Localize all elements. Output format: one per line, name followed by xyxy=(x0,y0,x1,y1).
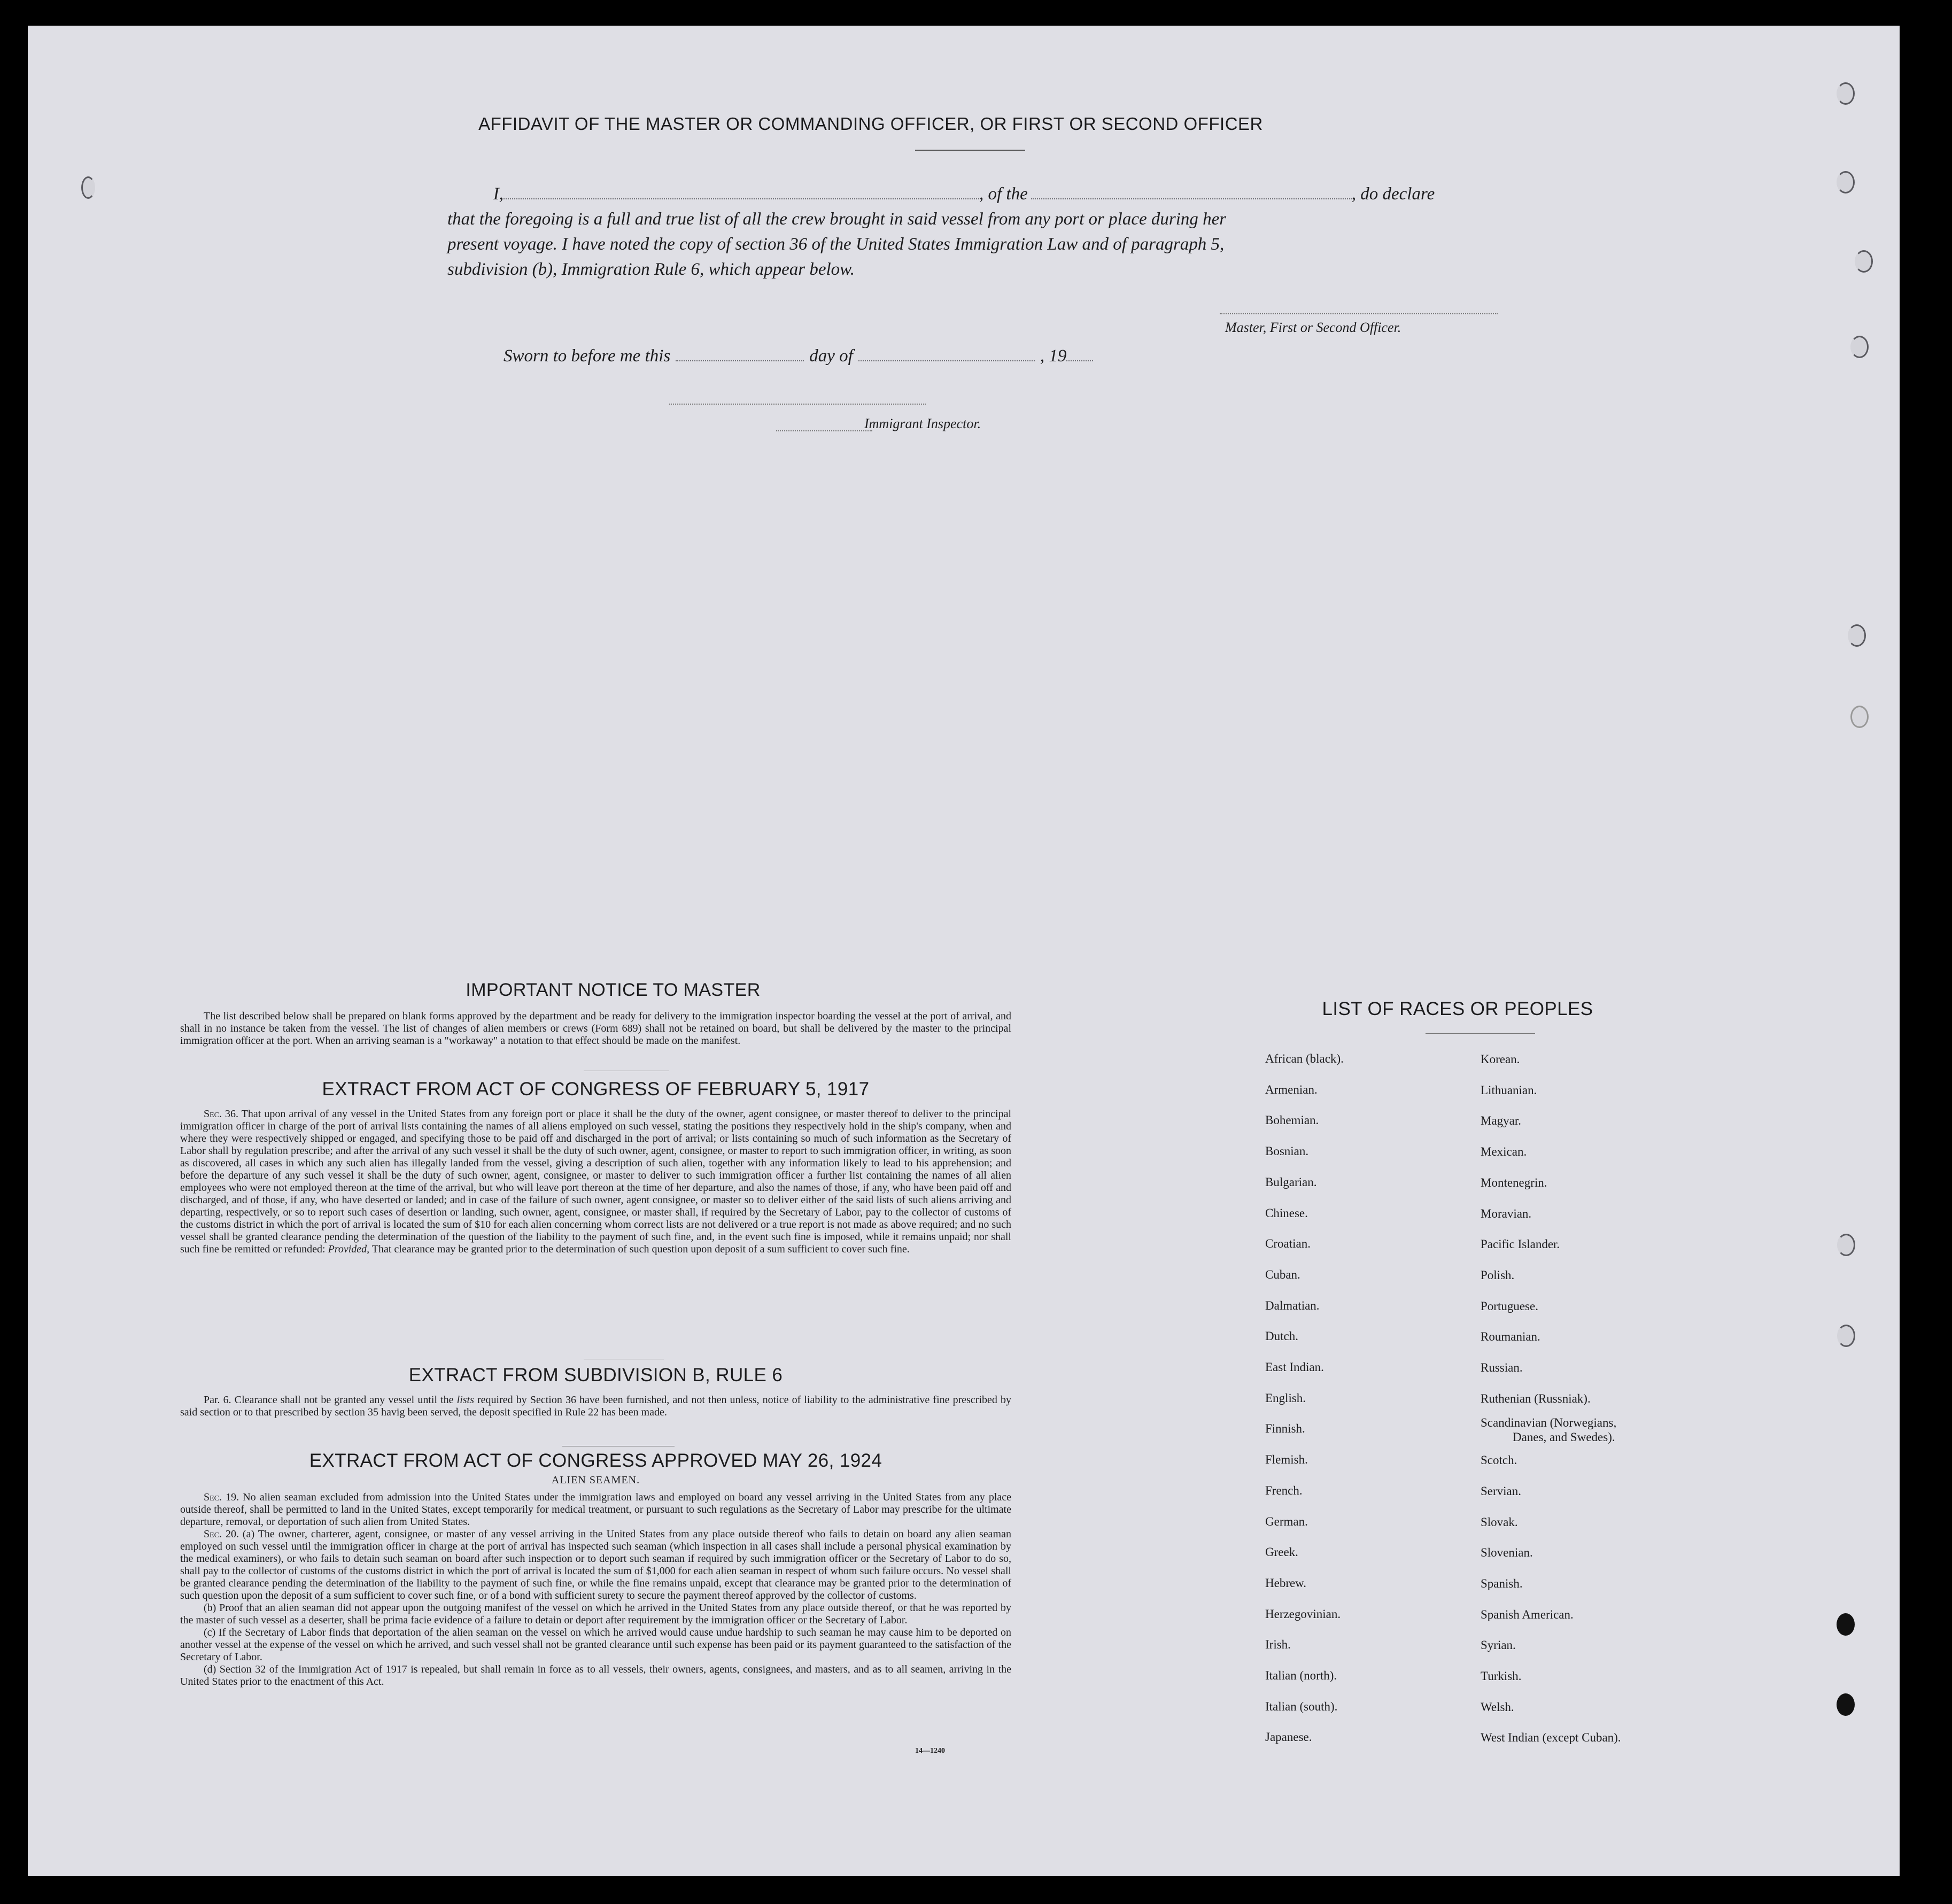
race-label: West Indian (except Cuban). xyxy=(1481,1731,1621,1745)
sec-36-text: That upon arrival of any vessel in the United States from any foreign port or place it shall be the duty of the owner, agent consignee, or master thereof to deliver to the principal immigration officer in charge of the port of arrival lists containing the names of all aliens employed on such vessel, stating the positions they respectively hold in the ship's company, when and where they were respectively shipped or engaged, and specifying those to be paid off and discharged in the port of arrival; or lists containing so much of such information as the Secretary of Labor shall by regulation prescribe; and after the arrival of any such vessel it shall be the duty of such owner, agent, consignee, or master to report to such immigration officer, in writing, as soon as discovered, all cases in which any such alien has illegally landed from the vessel, giving a description of such alien, together with any information likely to lead to his apprehension; and before the departure of any such vessel it shall be the duty of such owner, agent, consignee, or master to deliver to such immigration officer a further list containing the names of all alien employees who were not employed thereon at the time of the arrival, but who will leave port thereon at the time of her departure, and also the names of those, if any, who have been paid off and discharged, and of those, if any, who have deserted or landed; and in case of the failure of such owner, agent consignee, or master so to deliver either of the said lists of such aliens arriving and departing, respectively, or so to report such cases of desertion or landing, such owner, agent, consignee, or master shall, if required by the Secretary of Labor, pay to the collector of customs of the customs district in which the port of arrival is located the sum of $10 for each alien concerning whom correct lists are not delivered or a true report is not made as above required; and no such vessel shall be granted clearance pending the determination of the question of the liability to the payment of such fine, and, in the event such fine is imposed, while it remains unpaid; nor shall such fine be remitted or refunded: xyxy=(180,1108,1012,1255)
affidavit-of-the: , of the xyxy=(979,184,1028,204)
sec-19-label: Sec. 19. xyxy=(204,1491,239,1503)
race-item xyxy=(1481,1175,1547,1190)
race-item xyxy=(1481,1206,1531,1221)
affidavit-line-3: present voyage. I have noted the copy of section 36 of the United States Immigration Law and of paragraph 5, xyxy=(447,235,1225,254)
race-label: Welsh. xyxy=(1481,1700,1514,1714)
affidavit-line-4: subdivision (b), Immigration Rule 6, which appear below. xyxy=(447,260,855,279)
binder-hole xyxy=(1837,1693,1855,1716)
race-item: Armenian. xyxy=(1265,1082,1318,1096)
race-item xyxy=(1481,1545,1533,1560)
race-label: Lithuanian. xyxy=(1481,1083,1537,1097)
sworn-month-field[interactable] xyxy=(858,360,1035,361)
race-item: Dutch. xyxy=(1265,1329,1298,1343)
race-item xyxy=(1481,1083,1537,1097)
binder-hole xyxy=(1837,1234,1855,1256)
race-item: Italian (north). xyxy=(1265,1669,1337,1682)
rule6-lists: lists xyxy=(456,1394,474,1406)
declarant-name-field[interactable] xyxy=(504,198,979,199)
notice-title: IMPORTANT NOTICE TO MASTER xyxy=(466,980,761,1000)
race-item xyxy=(1481,1144,1527,1159)
binder-hole xyxy=(1850,336,1869,358)
title-divider xyxy=(915,150,1025,151)
extract-1917-title: EXTRACT FROM ACT OF CONGRESS OF FEBRUARY 5, 1917 xyxy=(322,1079,870,1100)
race-item: Flemish. xyxy=(1265,1453,1308,1467)
race-label: Scandinavian (Norwegians, xyxy=(1481,1416,1617,1430)
sec-19-text: No alien seaman excluded from admission into the United States under the immigration laws and employed on board any vessel arriving in the United States from any place outside thereof, shall be permitted to land in the United States, except temporarily for medical treatment, or pursuant to such regulations as the Secretary of Labor may prescribe for the ultimate departure, removal, or deportation of such alien from United States. xyxy=(180,1491,1012,1528)
race-label: Scotch. xyxy=(1481,1453,1517,1467)
inspector-line-2[interactable] xyxy=(776,430,872,431)
races-divider xyxy=(1426,1033,1535,1034)
binder-hole xyxy=(81,176,95,199)
race-item: French. xyxy=(1265,1483,1303,1497)
race-item xyxy=(1481,1360,1523,1375)
race-label: Slovenian. xyxy=(1481,1546,1533,1560)
race-item: East Indian. xyxy=(1265,1360,1324,1374)
race-item: Bohemian. xyxy=(1265,1113,1319,1127)
binder-hole xyxy=(1837,171,1855,194)
sworn-year-field[interactable] xyxy=(1066,360,1093,361)
sworn-prefix: Sworn to before me this xyxy=(504,346,671,366)
binder-hole xyxy=(1837,1325,1855,1347)
race-label: Pacific Islander. xyxy=(1481,1237,1560,1251)
sec-20-label: Sec. 20. xyxy=(204,1528,239,1540)
race-item: Irish. xyxy=(1265,1638,1291,1652)
master-signature-label: Master, First or Second Officer. xyxy=(1225,320,1401,335)
race-item: German. xyxy=(1265,1514,1308,1528)
race-label: Moravian. xyxy=(1481,1206,1532,1220)
binder-hole xyxy=(1837,1613,1855,1636)
race-item xyxy=(1481,1052,1520,1066)
inspector-label: Immigrant Inspector. xyxy=(864,416,981,431)
extract-rule6-body xyxy=(180,1394,1011,1419)
race-item xyxy=(1481,1484,1521,1498)
notice-body: The list described below shall be prepared on blank forms approved by the department and be ready for delivery to the immigration inspector boarding the vessel at the port of arrival, and shall in no instance be taken from the vessel. The list of changes of alien members or crews (Form 689) shall not be retained on board, but shall be delivered by the master to the principal immigration officer at the port. When an arriving seaman is a "workaway" a notation to that effect should be made on the manifest. xyxy=(180,1010,1011,1047)
master-signature-line[interactable] xyxy=(1220,313,1498,314)
extract-1917-body xyxy=(180,1108,1011,1256)
race-label-continuation: Danes, and Swedes). xyxy=(1513,1430,1615,1444)
race-item xyxy=(1481,1268,1514,1282)
race-item: Herzegovinian. xyxy=(1265,1607,1341,1621)
race-item xyxy=(1481,1638,1516,1652)
binder-hole xyxy=(1850,706,1869,728)
race-item xyxy=(1481,1576,1523,1591)
sec-20a xyxy=(180,1528,1011,1602)
race-label: Russian. xyxy=(1481,1361,1523,1374)
race-item xyxy=(1481,1730,1621,1745)
sec-20d: (d) Section 32 of the Immigration Act of 1917 is repealed, but shall remain in force as to all vessels, their owners, agents, consignees, and masters, and as to all seamen, arriving in the United States prior to the enactment of this Act. xyxy=(180,1663,1011,1688)
race-item: Bosnian. xyxy=(1265,1144,1309,1158)
binder-hole xyxy=(1855,250,1873,273)
race-item: Chinese. xyxy=(1265,1206,1308,1220)
sec-20a-text: (a) The owner, charterer, agent, consignee, or master of any vessel arriving in the United States from any place outside thereof who fails to detain on board any alien seaman employed on such vessel until the immigration officer in charge at the port of arrival has inspected such seaman (which inspection in all cases shall include a personal physical examination by the medical examiners), or who fails to detain such seaman on board after such inspection or to deport such seaman if required by such immigration officer or the Secretary of Labor to do so, shall pay to the collector of customs of the customs district in which the port of arrival is located the sum of $1,000 for each alien seaman in respect of whom such failure occurs. No vessel shall be granted clearance pending the determination of the liability to the payment of such fine, or while the fine remains unpaid, except that clearance may be granted prior to the determination of such question upon the deposit of a sum sufficient to cover such fine, or of a bond with sufficient surety to secure the payment thereof approved by the collector of customs. xyxy=(180,1528,1011,1601)
race-label: Syrian. xyxy=(1481,1638,1516,1652)
race-item xyxy=(1481,1669,1522,1683)
affidavit-body xyxy=(447,182,1516,282)
races-title: LIST OF RACES OR PEOPLES xyxy=(1322,999,1593,1019)
race-item xyxy=(1481,1113,1521,1128)
proviso-text: That clearance may be granted prior to the determination of such question upon deposit of a sum sufficient to cover such fine. xyxy=(371,1243,910,1255)
race-label: Ruthenian (Russniak). xyxy=(1481,1391,1591,1405)
affidavit-i: I, xyxy=(493,184,504,204)
affidavit-line-1 xyxy=(447,182,1516,207)
race-item: Greek. xyxy=(1265,1545,1298,1559)
race-item xyxy=(1481,1237,1560,1251)
race-item: English. xyxy=(1265,1391,1306,1405)
form-number: 14—1240 xyxy=(915,1747,945,1755)
race-item: Bulgarian. xyxy=(1265,1175,1317,1189)
sworn-day-of: day of xyxy=(809,346,853,366)
sworn-day-field[interactable] xyxy=(676,360,804,361)
document-sheet xyxy=(28,26,1900,1876)
sec-36-label: Sec. 36. xyxy=(204,1108,239,1120)
race-label: Servian. xyxy=(1481,1484,1522,1498)
race-item: Cuban. xyxy=(1265,1267,1300,1281)
race-item xyxy=(1481,1515,1518,1529)
race-label: Portuguese. xyxy=(1481,1299,1538,1313)
extract-1924-body xyxy=(180,1491,1011,1688)
race-item: Hebrew. xyxy=(1265,1576,1307,1590)
race-item xyxy=(1481,1700,1514,1714)
sworn-line xyxy=(504,346,1093,366)
race-item: Finnish. xyxy=(1265,1422,1305,1436)
race-label: Magyar. xyxy=(1481,1114,1522,1128)
race-label: Spanish American. xyxy=(1481,1607,1574,1621)
race-item: Japanese. xyxy=(1265,1730,1312,1744)
affidavit-declare: , do declare xyxy=(1351,184,1435,204)
inspector-line-1 xyxy=(669,404,926,405)
extract-rule6-title: EXTRACT FROM SUBDIVISION B, RULE 6 xyxy=(408,1365,783,1386)
binder-hole xyxy=(1848,624,1866,647)
rule6-text-b: required by Section 36 have been furnished, and not then unless, notice of liability to the administrative fine prescribed by said section or to that prescribed by section 35 havig been served, the deposit specified in Rule 22 has been made. xyxy=(180,1394,1011,1418)
race-label: Mexican. xyxy=(1481,1145,1527,1159)
race-item: Croatian. xyxy=(1265,1237,1311,1251)
sec-20b: (b) Proof that an alien seaman did not appear upon the outgoing manifest of the vessel on which he arrived in the United States from any place outside thereof, or that he was reported by the master of such vessel as a deserter, shall be prima facie evidence of a failure to detain or deport after requirement by the immigration officer or the Secretary of Labor. xyxy=(180,1602,1011,1626)
race-label: Korean. xyxy=(1481,1052,1520,1066)
race-item: Dalmatian. xyxy=(1265,1298,1320,1312)
proviso-word: Provided, xyxy=(328,1243,370,1255)
race-item xyxy=(1481,1415,1616,1444)
race-item: African (black). xyxy=(1265,1052,1344,1065)
binder-hole xyxy=(1837,82,1855,105)
race-label: Montenegrin. xyxy=(1481,1175,1547,1189)
vessel-name-field[interactable] xyxy=(1031,198,1352,199)
race-item xyxy=(1481,1607,1574,1622)
sec-20c: (c) If the Secretary of Labor finds that deportation of the alien seaman on the vessel on which he arrived would cause undue hardship to such seaman he may cause him to be deported on another vessel at the expense of the vessel on which he arrived, and such vessel shall not be granted clearance until such expense has been paid or its payment guaranteed to the satisfaction of the Secretary of Labor. xyxy=(180,1627,1011,1663)
race-label: Slovak. xyxy=(1481,1515,1518,1529)
sworn-year: , 19 xyxy=(1040,346,1067,366)
race-item xyxy=(1481,1329,1540,1344)
race-item xyxy=(1481,1453,1517,1467)
race-item: Italian (south). xyxy=(1265,1699,1338,1713)
extract-1924-subtitle: ALIEN SEAMEN. xyxy=(551,1474,640,1486)
extract-1924-title: EXTRACT FROM ACT OF CONGRESS APPROVED MAY 26, 1924 xyxy=(309,1450,882,1471)
race-label: Polish. xyxy=(1481,1268,1515,1282)
race-label: Turkish. xyxy=(1481,1669,1522,1683)
race-item xyxy=(1481,1391,1591,1406)
race-label: Spanish. xyxy=(1481,1576,1523,1590)
affidavit-title: AFFIDAVIT OF THE MASTER OR COMMANDING OFFICER, OR FIRST OR SECOND OFFICER xyxy=(478,114,1263,134)
race-item xyxy=(1481,1299,1538,1313)
race-label: Roumanian. xyxy=(1481,1330,1540,1344)
sec-19 xyxy=(180,1491,1011,1528)
affidavit-line-2: that the foregoing is a full and true list of all the crew brought in said vessel from any port or place during her xyxy=(447,210,1227,229)
rule6-text-a: Par. 6. Clearance shall not be granted any vessel until the xyxy=(204,1394,454,1406)
